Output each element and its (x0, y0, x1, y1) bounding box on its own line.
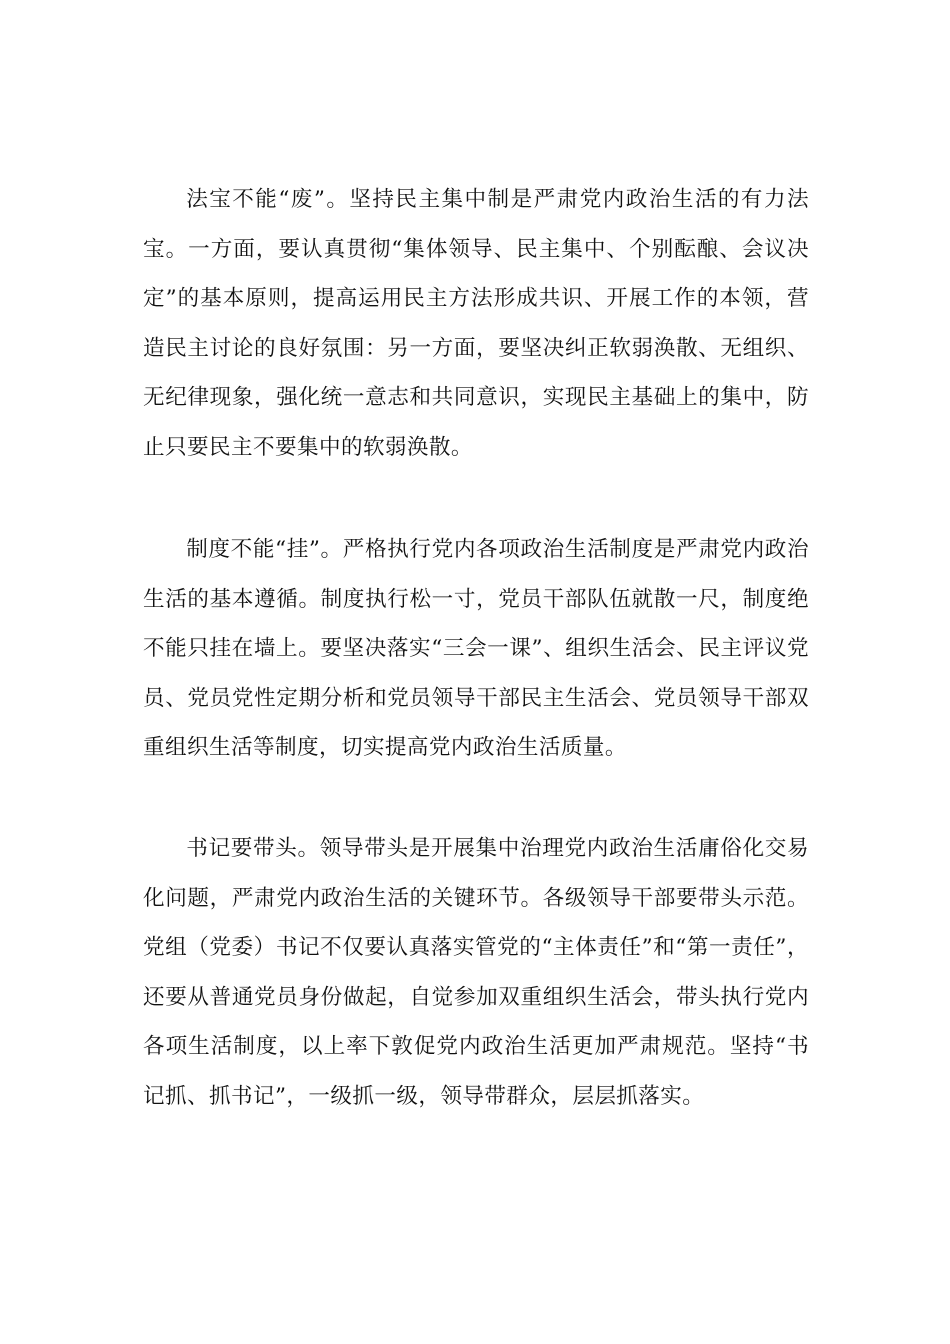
paragraph-1-container (143, 175, 809, 473)
paragraph-2: 制度不能“挂”。严格执行党内各项政治生活制度是严肃党内政治生活的基本遵循。制度执行松一寸，党员干部队伍就散一尺，制度绝不能只挂在墙上。要坚决落实“三会一课”、组织生活会、民主评议党员、党员党性定期分析和党员领导干部民主生活会、党员领导干部双重组织生活等制度，切实提高党内政治生活质量。 (143, 537, 809, 761)
paragraph-3-container (143, 824, 809, 1122)
paragraph-2-container (143, 525, 809, 773)
paragraph-1: 法宝不能“废”。坚持民主集中制是严肃党内政治生活的有力法宝。一方面，要认真贯彻“集体领导、民主集中、个别酝酿、会议决定”的基本原则，提高运用民主方法形成共识、开展工作的本领，营造民主讨论的良好氛围：另一方面，要坚决纠正软弱涣散、无组织、无纪律现象，强化统一意志和共同意识，实现民主基础上的集中，防止只要民主不要集中的软弱涣散。 (143, 187, 809, 460)
paragraph-3: 书记要带头。领导带头是开展集中治理党内政治生活庸俗化交易化问题，严肃党内政治生活的关键环节。各级领导干部要带头示范。党组（党委）书记不仅要认真落实管党的“主体责任”和“第一责任”，还要从普通党员身份做起，自觉参加双重组织生活会，带头执行党内各项生活制度，以上率下敦促党内政治生活更加严肃规范。坚持“书记抓、抓书记”，一级抓一级，领导带群众，层层抓落实。 (143, 836, 809, 1109)
